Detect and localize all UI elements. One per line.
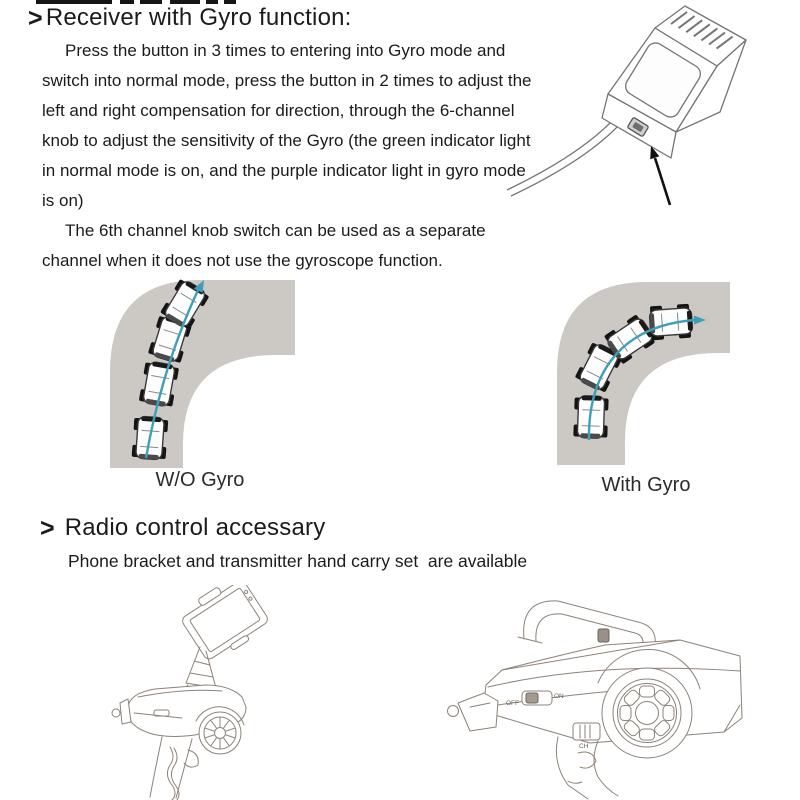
diagram-without-gyro	[80, 272, 380, 477]
para2-line: channel when it does not use the gyroscope function.	[42, 251, 443, 270]
section2-title: Radio control accessary	[64, 514, 326, 541]
grip	[150, 737, 162, 797]
trigger	[184, 750, 198, 767]
para1-line: left and right compensation for direction, through the 6-channel	[42, 101, 515, 120]
ch-label: CH	[579, 743, 589, 750]
section1-heading	[28, 5, 352, 31]
antenna-wire	[507, 118, 615, 190]
para2-line: The 6th channel knob switch can be used as a separate	[65, 221, 486, 240]
section2-bullet: >	[40, 513, 55, 543]
transmitter-phone-bracket-illustration	[100, 585, 280, 800]
section2-subtitle: Phone bracket and transmitter hand carry set are available	[68, 551, 528, 571]
transmitter-hand-carry-illustration	[440, 585, 800, 800]
with-gyro-caption: With Gyro	[601, 474, 691, 496]
steering-wheel	[602, 668, 692, 758]
para1-line: Press the button in 3 times to entering into Gyro mode and	[65, 41, 506, 60]
phone	[177, 585, 273, 665]
para1-line: switch into normal mode, press the button in 2 times to adjust the	[42, 71, 532, 90]
receiver-illustration	[480, 0, 800, 245]
off-label: OFF	[506, 700, 519, 707]
para1-line: in normal mode is on, and the purple indicator light in gyro mode	[42, 161, 526, 180]
diagram-with-gyro	[528, 272, 800, 477]
section1-title: Receiver with Gyro function:	[45, 4, 352, 31]
without-gyro-caption: W/O Gyro	[155, 469, 245, 491]
front-bracket	[458, 693, 498, 731]
para1-line: is on)	[42, 191, 84, 210]
on-label: ON	[554, 693, 564, 700]
para1-line: knob to adjust the sensitivity of the Gyro (the green indicator light	[42, 131, 531, 150]
section1-bullet: >	[28, 3, 43, 33]
section2-heading	[40, 515, 325, 541]
trigger	[578, 752, 596, 768]
antenna-nub	[598, 629, 609, 642]
